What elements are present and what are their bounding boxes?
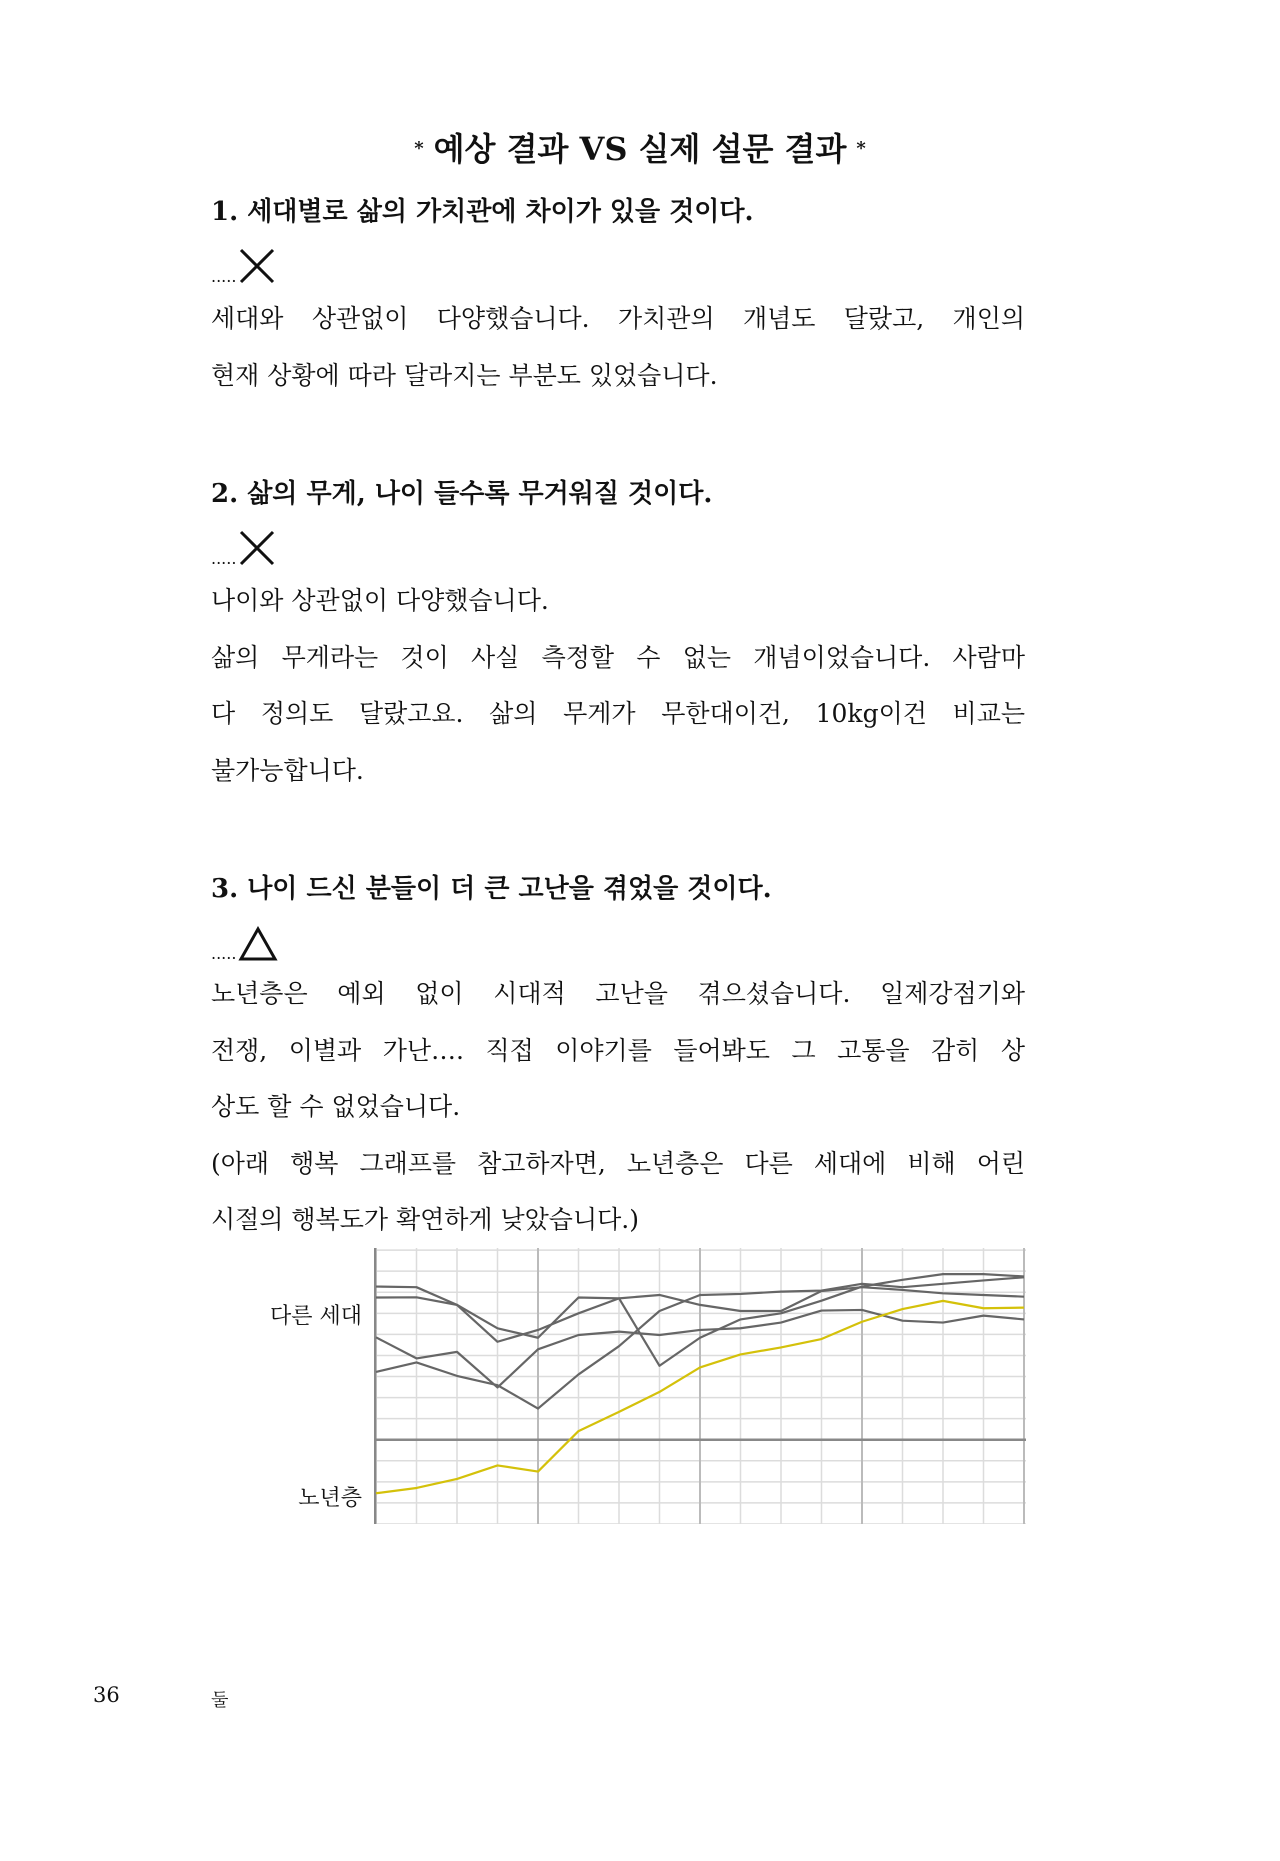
body-line: (아래 행복 그래프를 참고하자면, 노년층은 다른 세대에 비해 어린 xyxy=(211,1148,1025,1178)
star-ornament-left: * xyxy=(414,138,424,159)
chart-label-other-generations: 다른 세대 xyxy=(269,1304,362,1330)
section-3-heading: 3. 나이 드신 분들이 더 큰 고난을 겪었을 것이다. xyxy=(211,874,772,904)
body-line: 노년층은 예외 없이 시대적 고난을 겪으셨습니다. 일제강점기와 xyxy=(211,979,1025,1008)
body-line: 현재 상황에 따라 달라지는 부분도 있었습니다. xyxy=(211,360,718,390)
body-line: 다 정의도 달랐고요. 삶의 무게가 무한대이건, 10kg이건 비교는 xyxy=(211,699,1025,728)
happiness-line-chart xyxy=(374,1248,1026,1524)
section-2-verdict xyxy=(211,527,276,567)
cross-icon xyxy=(238,529,276,567)
section-1-verdict xyxy=(211,245,276,285)
body-line: 상도 할 수 없었습니다. xyxy=(211,1092,461,1121)
page-number: 36 xyxy=(93,1683,120,1707)
body-line: 삶의 무게라는 것이 사실 측정할 수 없는 개념이었습니다. 사람마 xyxy=(211,642,1025,672)
body-line: 시절의 행복도가 확연하게 낮았습니다.) xyxy=(211,1205,639,1234)
leader-dots: ..... xyxy=(211,944,237,963)
title-text: 예상 결과 VS 실제 설문 결과 xyxy=(433,130,847,168)
body-line: 불가능합니다. xyxy=(211,755,364,785)
section-1-heading: 1. 세대별로 삶의 가치관에 차이가 있을 것이다. xyxy=(211,197,754,227)
page-title xyxy=(0,124,1280,170)
section-2-body xyxy=(211,573,1025,799)
chapter-label: 둘 xyxy=(211,1690,229,1711)
body-line: 전쟁, 이별과 가난…. 직접 이야기를 들어봐도 그 고통을 감히 상 xyxy=(211,1035,1025,1065)
section-2-heading: 2. 삶의 무게, 나이 들수록 무거워질 것이다. xyxy=(211,479,713,509)
section-1-body xyxy=(211,291,1025,404)
chart-label-elderly: 노년층 xyxy=(298,1485,362,1511)
triangle-icon xyxy=(238,926,278,962)
cross-icon xyxy=(238,247,276,285)
section-3-body xyxy=(211,966,1025,1249)
section-3-verdict xyxy=(211,922,278,962)
leader-dots: ..... xyxy=(211,549,237,568)
body-line: 세대와 상관없이 다양했습니다. 가치관의 개념도 달랐고, 개인의 xyxy=(211,304,1025,333)
leader-dots: ..... xyxy=(211,267,237,286)
body-line: 나이와 상관없이 다양했습니다. xyxy=(211,586,549,615)
star-ornament-right: * xyxy=(856,138,866,159)
